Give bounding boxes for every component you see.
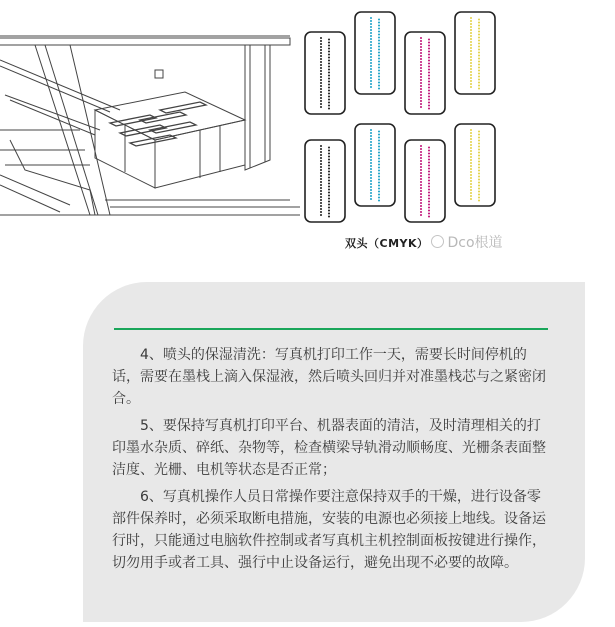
- printer-carriage-illustration: [0, 0, 300, 225]
- nozzle-head-cyan-bottom: [355, 124, 395, 206]
- card-body: [112, 344, 554, 579]
- nozzle-head-cyan-top: [355, 12, 395, 94]
- watermark-text: Dco根道: [447, 235, 503, 251]
- maintenance-tips-card: [83, 282, 585, 622]
- paragraph-4: 4、喷头的保湿清洗：写真机打印工作一天，需要长时间停机的话，需要在墨栈上滴入保湿液，然后喷头回归并对准墨栈芯与之紧密闭合。: [112, 347, 546, 407]
- nozzle-head-black-top: [305, 32, 345, 114]
- caption-text: 双头（CMYK）: [345, 237, 429, 250]
- card-divider: [114, 328, 548, 330]
- figure-caption: [345, 232, 503, 251]
- nozzle-head-magenta-bottom: [405, 140, 445, 222]
- paragraph-5: 5、要保持写真机打印平台、机器表面的清洁，及时清理相关的打印墨水杂质、碎纸、杂物等，检查横梁导轨滑动顺畅度、光栅条表面整洁度、光栅、电机等状态是否正常；: [112, 418, 546, 478]
- nozzle-heads-diagram: [300, 0, 505, 255]
- watermark-logo-icon: [431, 235, 444, 248]
- paragraph-6: 6、写真机操作人员日常操作要注意保持双手的干燥，进行设备零部件保养时，必须采取断电措施，安装的电源也必须接上地线。设备运行时，只能通过电脑软件控制或者写真机主机控制面板按键进行操作，切勿用手或者工具、强行中止设备运行，避免出现不必要的故障。: [112, 489, 546, 571]
- nozzle-head-black-bottom: [305, 140, 345, 222]
- nozzle-head-magenta-top: [405, 32, 445, 114]
- nozzle-head-yellow-top: [455, 12, 495, 94]
- nozzle-head-yellow-bottom: [455, 124, 495, 206]
